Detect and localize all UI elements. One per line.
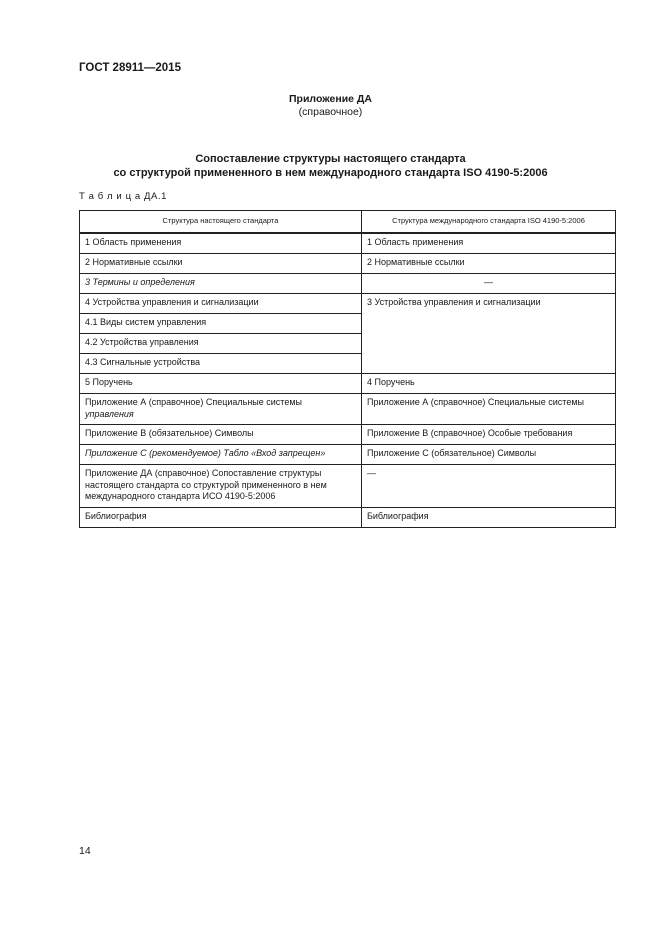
header-cell-national: Структура настоящего стандарта bbox=[80, 211, 362, 234]
appendix-type: (справочное) bbox=[298, 106, 363, 118]
appendix-title: Приложение ДА bbox=[289, 93, 372, 105]
section-heading bbox=[0, 152, 661, 180]
cell-international: Библиография bbox=[362, 507, 616, 527]
table-row bbox=[80, 445, 616, 465]
table-row bbox=[80, 465, 616, 508]
table-row bbox=[80, 254, 616, 274]
table-row bbox=[80, 274, 616, 294]
table-header-row bbox=[80, 211, 616, 234]
cell-international: — bbox=[362, 465, 616, 508]
cell-international: Приложение В (справочное) Особые требования bbox=[362, 425, 616, 445]
cell-international: — bbox=[362, 274, 616, 294]
cell-national: 4.1 Виды систем управления bbox=[80, 314, 362, 334]
cell-international: 2 Нормативные ссылки bbox=[362, 254, 616, 274]
cell-national: 3 Термины и определения bbox=[80, 274, 362, 294]
table-label: Т а б л и ц а ДА.1 bbox=[79, 191, 168, 202]
cell-national: 4.2 Устройства управления bbox=[80, 334, 362, 354]
appendix-header bbox=[0, 93, 661, 119]
cell-international: Приложение С (обязательное) Символы bbox=[362, 445, 616, 465]
cell-international: 1 Область применения bbox=[362, 233, 616, 254]
cell-text-italic: управления bbox=[85, 408, 134, 419]
cell-international-merged: 3 Устройства управления и сигнализации bbox=[362, 294, 616, 374]
cell-national: 4 Устройства управления и сигнализации bbox=[80, 294, 362, 314]
cell-national: Приложение ДА (справочное) Сопоставление структуры настоящего стандарта со структурой примененного в нем международного стандарта ИСО 4190-5:2006 bbox=[80, 465, 362, 508]
table-row bbox=[80, 507, 616, 527]
cell-national: 2 Нормативные ссылки bbox=[80, 254, 362, 274]
heading-line-1: Сопоставление структуры настоящего стандарта bbox=[195, 153, 466, 165]
document-code: ГОСТ 28911—2015 bbox=[79, 62, 181, 74]
page-number: 14 bbox=[79, 845, 91, 857]
cell-national: Приложение С (рекомендуемое) Табло «Вход запрещен» bbox=[80, 445, 362, 465]
table-row bbox=[80, 425, 616, 445]
header-cell-international: Структура международного стандарта ISO 4190-5:2006 bbox=[362, 211, 616, 234]
table-row bbox=[80, 374, 616, 394]
heading-line-2: со структурой примененного в нем международного стандарта ISO 4190-5:2006 bbox=[113, 167, 548, 179]
table-row bbox=[80, 294, 616, 314]
cell-text-plain: Приложение А (справочное) Специальные системы bbox=[85, 397, 302, 407]
cell-international: 4 Поручень bbox=[362, 374, 616, 394]
cell-national: 1 Область применения bbox=[80, 233, 362, 254]
cell-national: Приложение В (обязательное) Символы bbox=[80, 425, 362, 445]
cell-national: 5 Поручень bbox=[80, 374, 362, 394]
table-row bbox=[80, 394, 616, 425]
table-row bbox=[80, 233, 616, 254]
cell-national: Библиография bbox=[80, 507, 362, 527]
cell-national: 4.3 Сигнальные устройства bbox=[80, 354, 362, 374]
cell-international: Приложение А (справочное) Специальные системы bbox=[362, 394, 616, 425]
cell-national bbox=[80, 394, 362, 425]
comparison-table bbox=[79, 210, 616, 528]
